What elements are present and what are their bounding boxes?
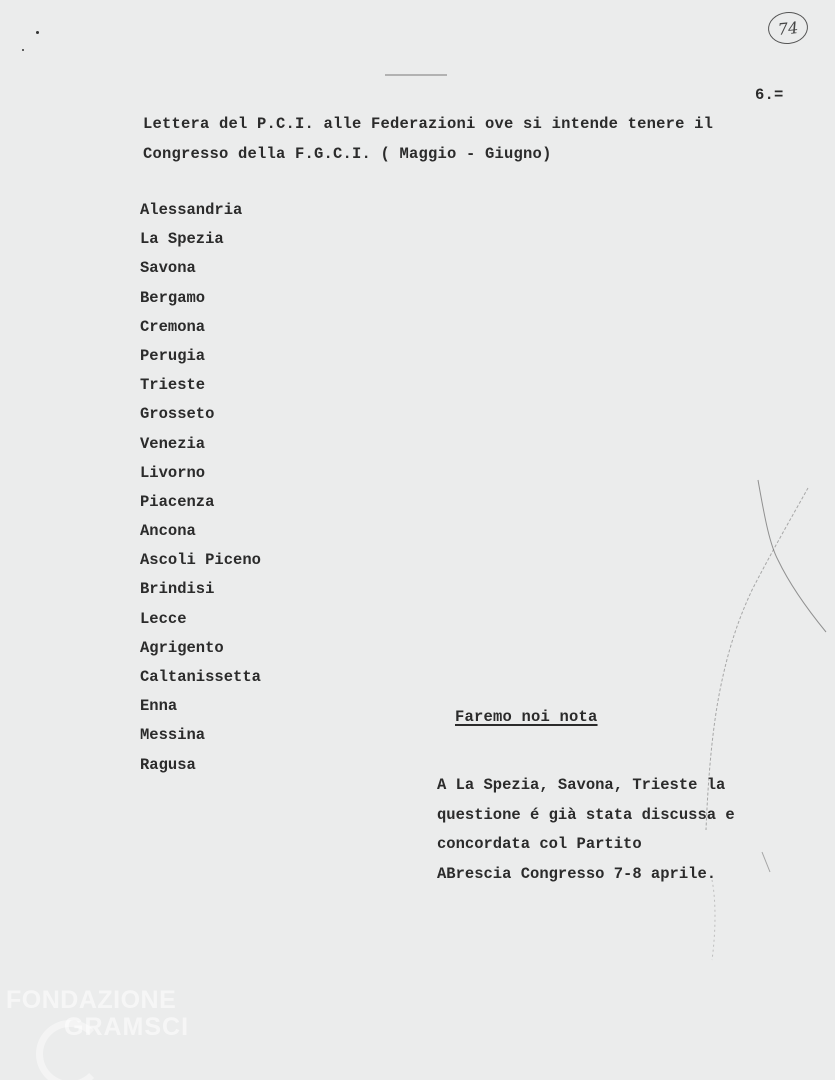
note-line: questione é già stata discussa e (437, 805, 735, 824)
federation-item: Ancona (140, 522, 196, 541)
watermark-line-2: GRAMSCI (64, 1013, 190, 1041)
note-title: Faremo noi nota (455, 708, 598, 726)
note-line: ABrescia Congresso 7-8 aprile. (437, 864, 717, 883)
sheet-number: 6.= (755, 86, 784, 104)
federation-item: Caltanissetta (140, 668, 261, 686)
heading-line-1: Lettera del P.C.I. alle Federazioni ove si intende tenere il (143, 115, 714, 133)
watermark-line-1: FONDAZIONE (6, 986, 177, 1014)
federation-item: Lecce (140, 609, 187, 628)
circled-page-number: 74 (766, 10, 809, 46)
federation-item: Ascoli Piceno (140, 551, 261, 570)
federation-item: Brindisi (140, 580, 215, 599)
federation-item: Bergamo (140, 288, 206, 307)
federation-item: Perugia (140, 346, 206, 365)
federation-item: Trieste (140, 376, 206, 395)
federation-item: Cremona (140, 317, 206, 336)
federation-item: Savona (140, 259, 196, 278)
federation-item: Livorno (140, 463, 206, 482)
federation-item: Alessandria (140, 201, 243, 219)
federation-item: Messina (140, 726, 206, 745)
federation-item: La Spezia (140, 230, 224, 249)
heading-line-2: Congresso della F.G.C.I. ( Maggio - Giugno) (143, 145, 552, 163)
federation-item: Piacenza (140, 492, 215, 511)
note-line: A La Spezia, Savona, Trieste la (437, 776, 726, 794)
federation-item: Venezia (140, 434, 206, 453)
federation-item: Agrigento (140, 638, 224, 657)
watermark-logo (6, 988, 189, 1040)
note-line: concordata col Partito (437, 835, 642, 853)
federation-item: Ragusa (140, 755, 196, 774)
federation-item: Enna (140, 697, 178, 716)
federation-item: Grosseto (140, 405, 215, 424)
